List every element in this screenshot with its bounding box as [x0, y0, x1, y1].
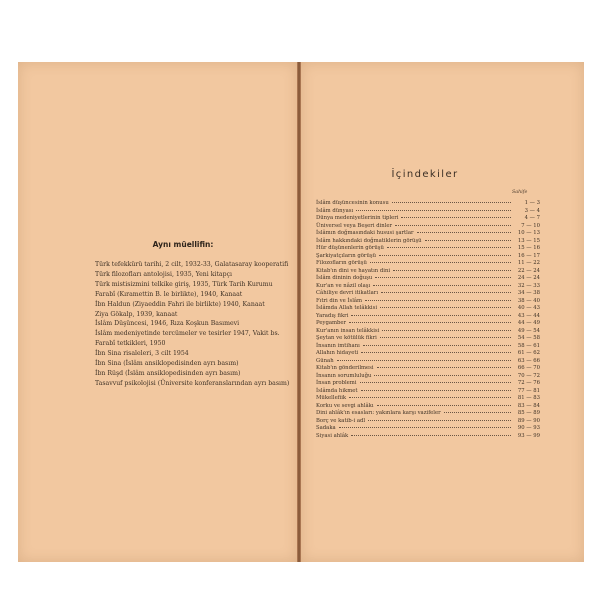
toc-entry-pages: 3 — 4	[524, 207, 540, 214]
toc-entry-title: Filozofların görüşü	[316, 260, 367, 266]
author-work-item: Farabî tetkikleri, 1950	[95, 340, 166, 348]
toc-entry-pages: 89 — 90	[517, 417, 540, 424]
toc-entry	[316, 290, 540, 298]
toc-entry-title: Kur'an ve nâzil olaşı	[316, 282, 371, 289]
toc-entry-title: İslâm dininin doğuşu	[316, 275, 373, 281]
author-works-list	[95, 260, 289, 389]
toc-entry	[316, 253, 540, 261]
toc-entry-pages: 61 — 62	[517, 350, 540, 356]
toc-dot-leader	[381, 292, 511, 293]
toc-dot-leader	[349, 322, 511, 323]
toc-dot-leader	[351, 315, 511, 316]
page-column-header: Sahife	[512, 190, 528, 195]
toc-entry	[316, 335, 540, 343]
toc-dot-leader	[349, 397, 511, 398]
toc-entry-pages: 58 — 61	[517, 342, 540, 349]
toc-entry-pages: 83 — 84	[517, 402, 540, 409]
toc-dot-leader	[382, 330, 511, 331]
toc-entry	[316, 208, 540, 216]
toc-entry-pages: 72 — 76	[517, 380, 540, 386]
toc-entry	[316, 433, 540, 441]
toc-dot-leader	[401, 217, 511, 218]
toc-entry-title: Mükellefiik	[316, 395, 347, 401]
toc-entry-pages: 22 — 24	[517, 267, 540, 274]
toc-entry-pages: 11 — 22	[517, 260, 540, 266]
toc-entry-title: İslâm düşüncesinin konusu	[316, 200, 389, 206]
toc-dot-leader	[392, 202, 511, 203]
author-work-item: Farabî (Kıramettin B. le birlikte), 1940, Kanaat	[95, 290, 243, 298]
toc-entry-title: Kur'anın insan telâkkisi	[316, 327, 380, 334]
toc-entry	[316, 328, 540, 336]
author-work-item: Ziya Gökalp, 1939, kanaat	[95, 310, 178, 318]
toc-dot-leader	[375, 277, 511, 278]
table-of-contents-title: İçindekiler	[391, 169, 459, 180]
toc-entry-title: İslâm hakkındaki doğmatiklerin görüşü	[316, 237, 422, 244]
toc-entry-title: İnsan problemi	[316, 380, 357, 386]
toc-dot-leader	[361, 352, 511, 353]
toc-entry	[316, 403, 540, 411]
toc-entry-pages: 44 — 49	[517, 320, 540, 326]
toc-entry-pages: 24 — 24	[517, 275, 540, 281]
toc-entry	[316, 238, 540, 246]
toc-dot-leader	[387, 247, 511, 248]
toc-entry-pages: 40 — 43	[517, 305, 540, 311]
toc-entry-title: Kitab'ın dini ve hayatın dini	[316, 267, 391, 274]
toc-entry-title: Fıtri din ve İslâm	[316, 297, 363, 304]
toc-dot-leader	[425, 240, 511, 241]
toc-entry-pages: 54 — 58	[517, 335, 540, 341]
toc-entry-pages: 85 — 89	[517, 410, 540, 416]
toc-entry-title: İslâm dünyası	[316, 207, 354, 214]
toc-dot-leader	[360, 382, 511, 383]
toc-entry	[316, 395, 540, 403]
toc-dot-leader	[365, 300, 511, 301]
toc-entry-pages: 38 — 40	[517, 297, 540, 304]
author-work-item: İbn Haldun (Ziyaeddin Fahri ile birlikte) 1940, Kanaat	[95, 300, 265, 308]
toc-dot-leader	[370, 262, 511, 263]
toc-entry-title: Allahın hidayeti	[316, 350, 359, 356]
toc-entry-pages: 81 — 83	[517, 395, 540, 401]
toc-entry	[316, 418, 540, 426]
toc-entry-pages: 4 — 7	[524, 215, 540, 221]
toc-entry	[316, 313, 540, 321]
toc-entry-pages: 13 — 15	[517, 237, 540, 244]
toc-entry	[316, 350, 540, 358]
toc-entry	[316, 380, 540, 388]
author-work-item: İbn Rüşd (İslâm ansiklopedisinden ayrı basım)	[95, 369, 241, 377]
toc-dot-leader	[377, 367, 511, 368]
author-work-item: İslâm Düşüncesi, 1946, Rıza Koşkun Basımevi	[95, 320, 240, 328]
toc-dot-leader	[374, 375, 511, 376]
toc-entry-pages: 70 — 72	[517, 372, 540, 379]
toc-entry-title: Peygamber	[316, 320, 347, 326]
toc-entry	[316, 215, 540, 223]
author-work-item: Tasavvuf psikolojisi (Üniversite konferanslarından ayrı basım)	[95, 379, 290, 387]
author-work-item: Türk tefekkürü tarihi, 2 cilt, 1932-33, Galatasaray kooperatifi	[95, 261, 289, 268]
toc-entry-title: Sadaka	[316, 425, 336, 431]
toc-entry	[316, 305, 540, 313]
toc-dot-leader	[444, 412, 511, 413]
toc-dot-leader	[379, 255, 511, 256]
table-of-contents	[316, 200, 540, 440]
toc-entry-pages: 66 — 70	[517, 365, 540, 371]
toc-dot-leader	[368, 420, 511, 421]
toc-dot-leader	[337, 360, 511, 361]
toc-entry-pages: 16 — 17	[517, 252, 540, 259]
toc-entry	[316, 260, 540, 268]
toc-entry-title: Günah	[316, 357, 334, 364]
toc-entry-title: Kitab'ın gönderilmesi	[316, 365, 374, 371]
toc-entry-title: Câhiliye devri itikatları	[316, 290, 379, 296]
toc-entry-pages: 93 — 99	[517, 432, 540, 439]
toc-entry	[316, 283, 540, 291]
author-work-item: Türk mistisizmini telkike giriş, 1935, Türk Tarih Kurumu	[95, 280, 273, 288]
toc-entry-pages: 90 — 93	[517, 425, 540, 431]
toc-entry-title: Borç ve katib-i adl	[316, 417, 366, 424]
toc-entry-title: İslâmda Allah telâkkisi	[316, 305, 378, 311]
author-works-heading: Aynı müellifin:	[152, 240, 214, 249]
toc-entry	[316, 223, 540, 231]
toc-entry	[316, 425, 540, 433]
toc-entry	[316, 200, 540, 208]
toc-entry-title: Şeytan ve kötülük fikri	[316, 335, 377, 341]
toc-dot-leader	[363, 345, 511, 346]
toc-entry	[316, 388, 540, 396]
toc-entry-pages: 1 — 3	[524, 200, 540, 206]
toc-entry	[316, 275, 540, 283]
toc-entry	[316, 245, 540, 253]
toc-entry-title: İslâmın doğmasındaki hususi şartlar	[316, 230, 414, 236]
toc-entry-pages: 43 — 44	[517, 312, 540, 319]
toc-dot-leader	[373, 285, 511, 286]
toc-dot-leader	[377, 405, 511, 406]
author-work-item: İslâm medeniyetinde tercümeler ve tesirler 1947, Vakit bs.	[95, 330, 280, 338]
toc-entry	[316, 298, 540, 306]
toc-entry-title: İnsanın imtihanı	[316, 342, 360, 349]
toc-entry	[316, 410, 540, 418]
toc-entry-title: Yaradış fikri	[316, 312, 349, 319]
toc-entry-pages: 15 — 16	[517, 245, 540, 251]
toc-entry	[316, 230, 540, 238]
toc-entry-title: Siyasi ahlâk	[316, 432, 349, 439]
toc-entry-pages: 63 — 66	[517, 357, 540, 364]
toc-entry-title: İslâmda hikmet	[316, 387, 358, 394]
toc-dot-leader	[417, 232, 511, 233]
toc-dot-leader	[380, 307, 511, 308]
toc-entry	[316, 320, 540, 328]
toc-dot-leader	[361, 390, 511, 391]
author-work-item: Türk filozofları antolojisi, 1935, Yeni kitapçı	[95, 270, 233, 278]
author-work-item: İbn Sina (İslâm ansiklopedisinden ayrı basım)	[95, 360, 239, 368]
author-work-item: İbn Sina risaleleri, 3 cilt 1954	[95, 350, 189, 358]
toc-entry	[316, 373, 540, 381]
toc-entry-title: İnsanın sorumluluğu	[316, 372, 372, 379]
toc-entry	[316, 365, 540, 373]
toc-entry-pages: 7 — 10	[521, 222, 540, 229]
toc-dot-leader	[351, 435, 511, 436]
toc-dot-leader	[380, 337, 511, 338]
toc-entry	[316, 343, 540, 351]
toc-entry-pages: 10 — 13	[517, 230, 540, 236]
toc-entry-pages: 77 — 81	[517, 387, 540, 394]
toc-entry-title: Üniversel veya Beşeri dinler	[316, 222, 393, 229]
toc-entry-title: Şarkiyatçıların görüşü	[316, 252, 376, 259]
toc-entry	[316, 268, 540, 276]
toc-entry	[316, 358, 540, 366]
toc-dot-leader	[356, 210, 511, 211]
toc-entry-title: Dini ahlâk'ın esasları: yakınlara karşı vazifeler	[316, 410, 441, 416]
toc-entry-title: Hür düşünenlerin görüşü	[316, 245, 384, 251]
toc-dot-leader	[395, 225, 511, 226]
toc-dot-leader	[339, 427, 511, 428]
toc-entry-pages: 32 — 33	[517, 282, 540, 289]
toc-entry-title: Korku ve sevgi ahlâkı	[316, 402, 374, 409]
toc-entry-pages: 34 — 38	[517, 290, 540, 296]
toc-entry-title: Dünya medeniyetlerinin tipleri	[316, 215, 399, 221]
toc-dot-leader	[393, 270, 511, 271]
toc-entry-pages: 49 — 54	[517, 327, 540, 334]
